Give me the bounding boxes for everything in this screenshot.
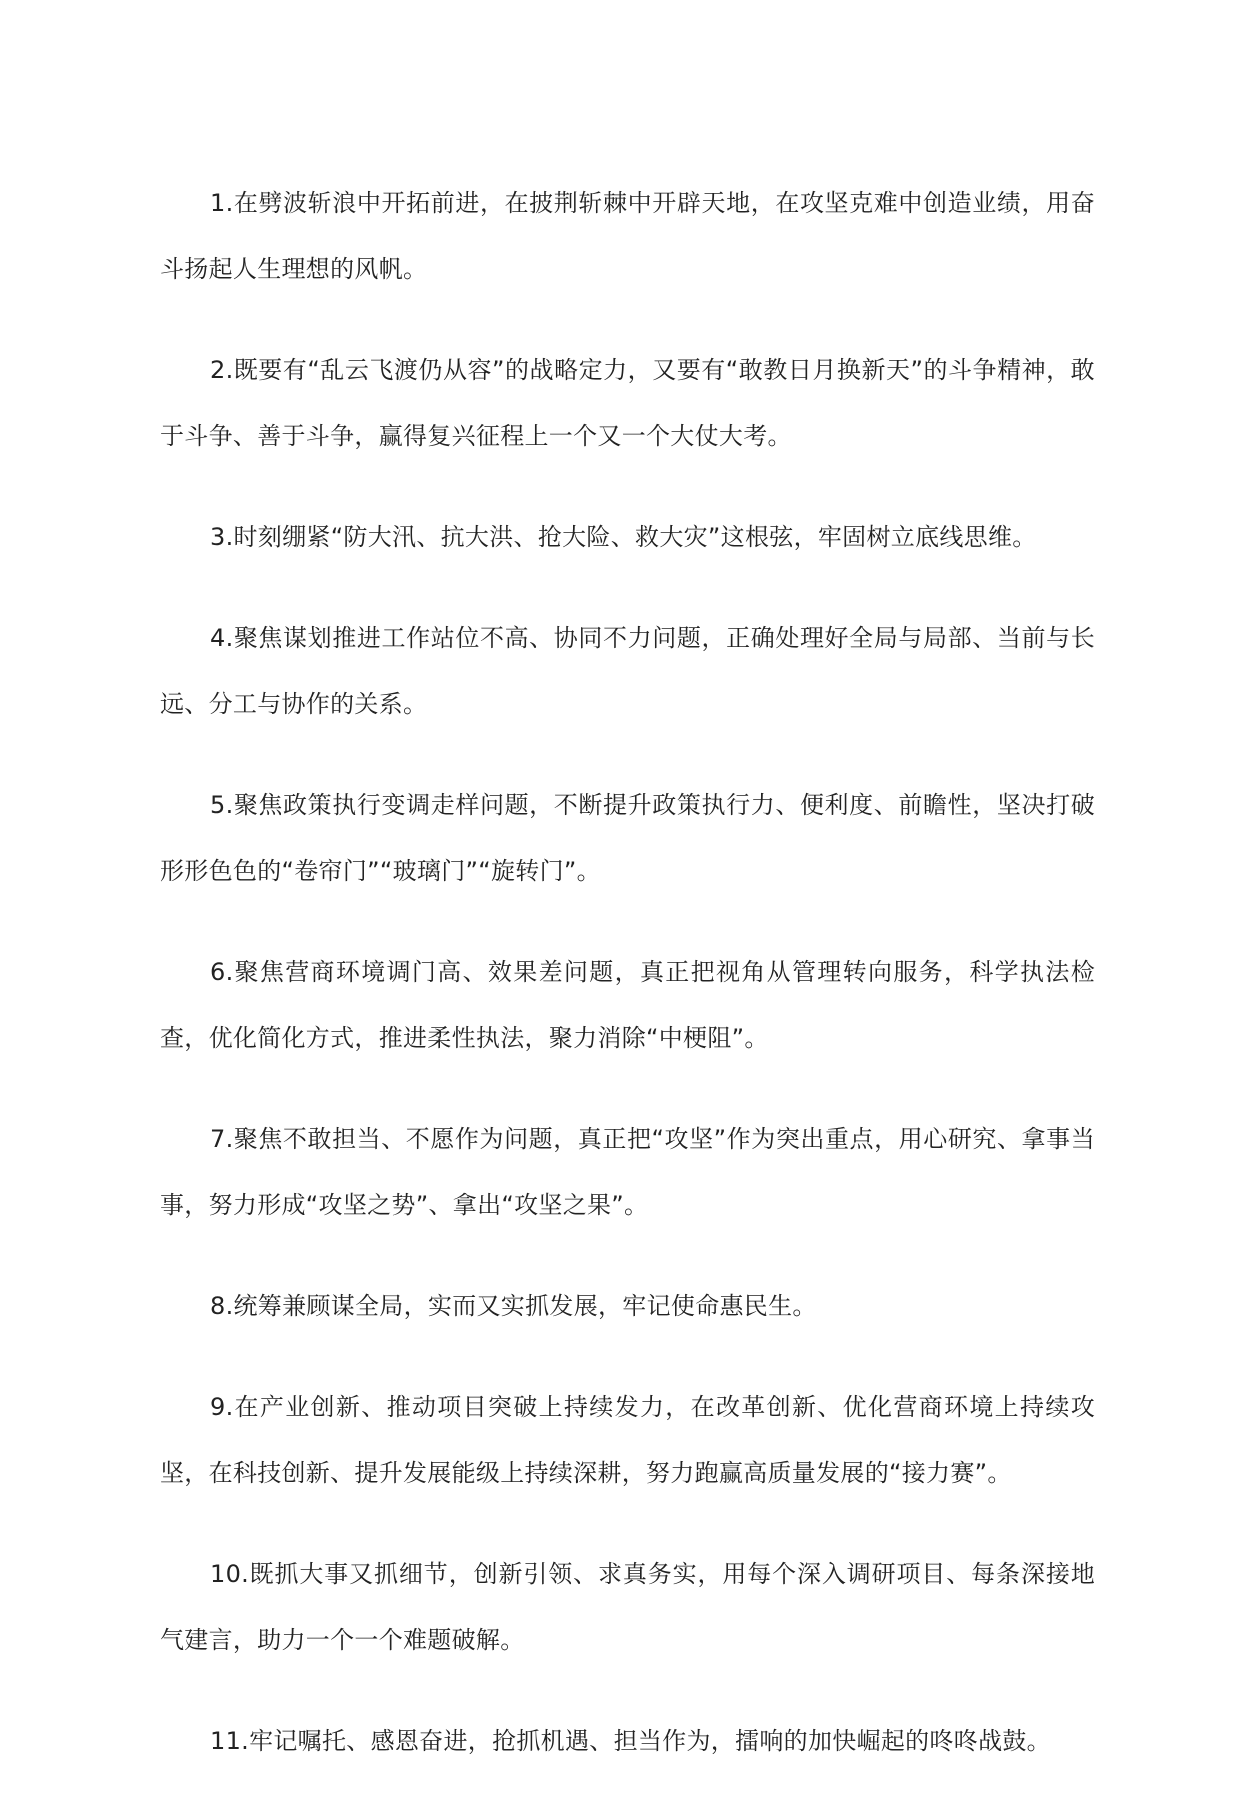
paragraph-1: 1.在劈波斩浪中开拓前进，在披荆斩棘中开辟天地，在攻坚克难中创造业绩，用奋斗扬起人生理想的风帆。 — [160, 189, 1095, 283]
paragraph-11: 11.牢记嘱托、感恩奋进，抢抓机遇、担当作为，擂响的加快崛起的咚咚战鼓。 — [210, 1727, 1051, 1755]
paragraph-2: 2.既要有“乱云飞渡仍从容”的战略定力，又要有“敢教日月换新天”的斗争精神，敢于斗争、善于斗争，赢得复兴征程上一个又一个大仗大考。 — [160, 356, 1095, 450]
paragraph-7: 7.聚焦不敢担当、不愿作为问题，真正把“攻坚”作为突出重点，用心研究、拿事当事，努力形成“攻坚之势”、拿出“攻坚之果”。 — [160, 1125, 1095, 1219]
paragraph-3: 3.时刻绷紧“防大汛、抗大洪、抢大险、救大灾”这根弦，牢固树立底线思维。 — [210, 523, 1037, 551]
document-body — [160, 170, 1095, 1809]
paragraph-5: 5.聚焦政策执行变调走样问题，不断提升政策执行力、便利度、前瞻性，坚决打破形形色色的“卷帘门”“玻璃门”“旋转门”。 — [160, 791, 1095, 885]
paragraph-9: 9.在产业创新、推动项目突破上持续发力，在改革创新、优化营商环境上持续攻坚，在科技创新、提升发展能级上持续深耕，努力跑赢高质量发展的“接力赛”。 — [160, 1393, 1095, 1487]
paragraph-6: 6.聚焦营商环境调门高、效果差问题，真正把视角从管理转向服务，科学执法检查，优化简化方式，推进柔性执法，聚力消除“中梗阻”。 — [160, 958, 1095, 1052]
paragraph-8: 8.统筹兼顾谋全局，实而又实抓发展，牢记使命惠民生。 — [210, 1292, 817, 1320]
paragraph-10: 10.既抓大事又抓细节，创新引领、求真务实，用每个深入调研项目、每条深接地气建言，助力一个一个难题破解。 — [160, 1560, 1095, 1654]
paragraph-4: 4.聚焦谋划推进工作站位不高、协同不力问题，正确处理好全局与局部、当前与长远、分工与协作的关系。 — [160, 624, 1095, 718]
